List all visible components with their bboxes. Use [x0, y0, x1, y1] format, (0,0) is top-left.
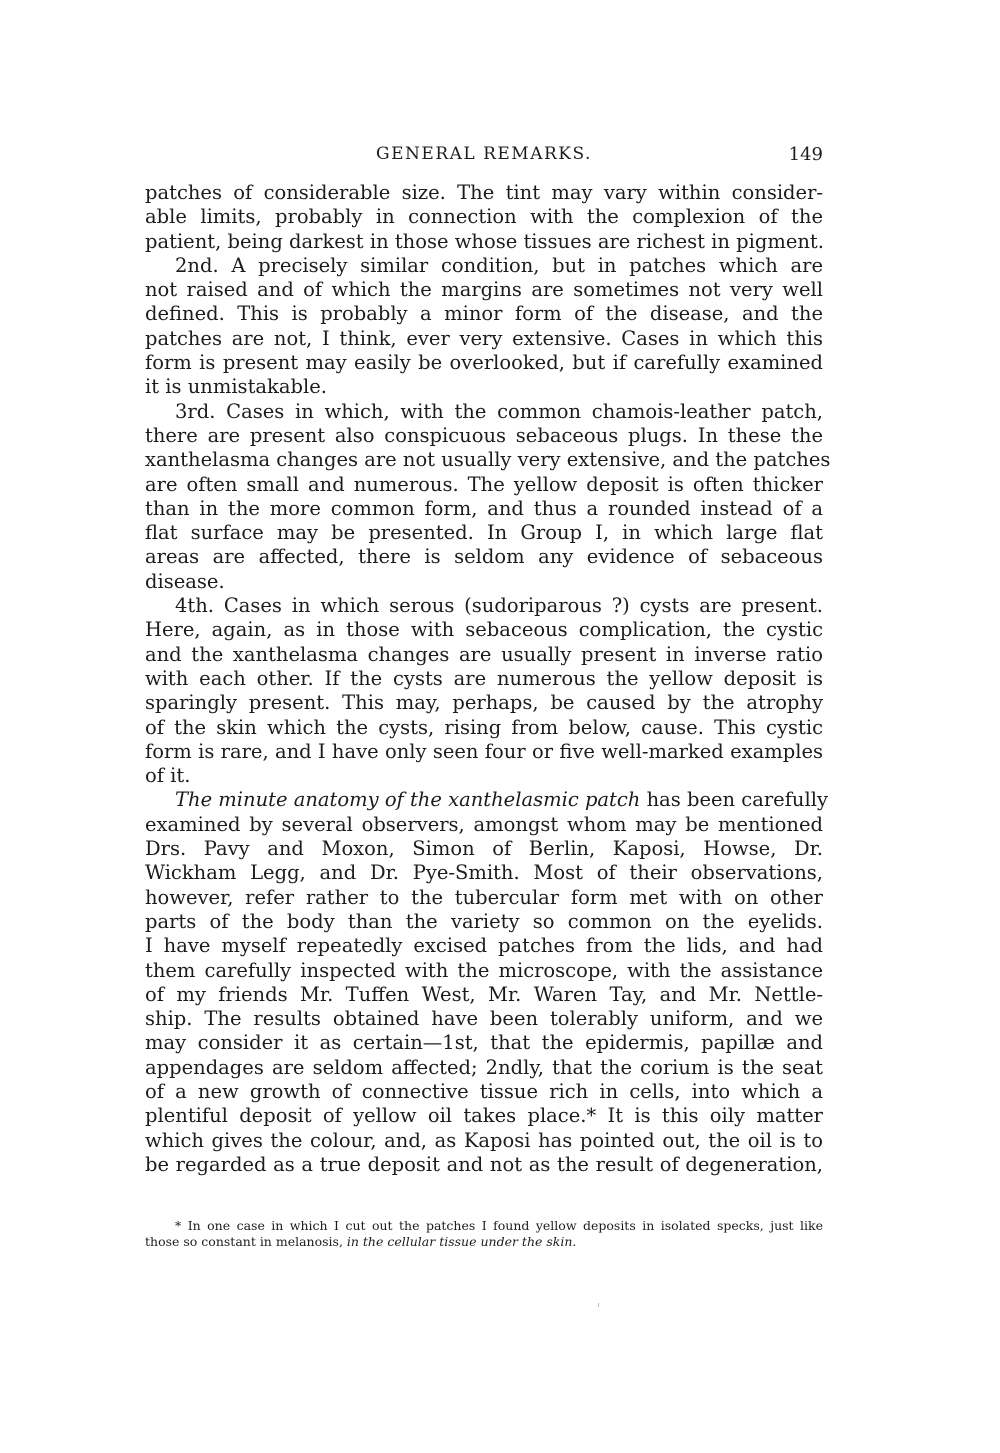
body-text [145, 181, 831, 1177]
text-line: form is rare, and I have only seen four or five well-marked examples [145, 739, 823, 763]
paragraph-end-line: of it. [145, 764, 191, 788]
text-line: which gives the colour, and, as Kaposi has pointed out, the oil is to [145, 1128, 823, 1152]
text-line: with each other. If the cysts are numerous the yellow deposit is [145, 666, 823, 690]
text-line: patches of considerable size. The tint may vary within consider- [145, 181, 823, 204]
footnote-line [145, 1234, 823, 1250]
paragraph-start-line: 4th. Cases in which serous (sudoriparous ?) cysts are present. [175, 594, 823, 618]
text-line: ship. The results obtained have been tolerably uniform, and we [145, 1007, 823, 1031]
text-line: Wickham Legg, and Dr. Pye-Smith. Most of their observations, [145, 861, 823, 885]
footnote [145, 1218, 823, 1250]
running-title: GENERAL REMARKS. [376, 144, 592, 164]
text-line: and the xanthelasma changes are usually present in inverse ratio [145, 642, 823, 666]
paragraph-start-line [145, 788, 828, 812]
text-span: has been carefully [640, 788, 828, 812]
text-line: appendages are seldom affected; 2ndly, that the corium is the seat [145, 1055, 823, 1079]
footnote-line: * In one case in which I cut out the patches I found yellow deposits in isolated specks, just like [175, 1218, 823, 1233]
text-line: be regarded as a true deposit and not as the result of degeneration, [145, 1152, 823, 1176]
text-line: examined by several observers, amongst whom may be mentioned [145, 812, 823, 836]
paragraph-end-line: disease. [145, 569, 225, 593]
paragraph-start-line: 3rd. Cases in which, with the common chamois-leather patch, [175, 399, 823, 423]
text-line: not raised and of which the margins are sometimes not very well [145, 278, 823, 302]
paragraph-start-line: 2nd. A precisely similar condition, but in patches which are [175, 253, 823, 277]
text-line: there are present also conspicuous sebaceous plugs. In these the [145, 423, 823, 447]
text-line: plentiful deposit of yellow oil takes place.* It is this oily matter [145, 1104, 823, 1128]
text-line: defined. This is probably a minor form of the disease, and the [145, 302, 823, 326]
text-line: may consider it as certain—1st, that the epidermis, papillæ and [145, 1031, 823, 1055]
text-line: parts of the body than the variety so common on the eyelids. [145, 909, 823, 933]
text-line: of the skin which the cysts, rising from below, cause. This cystic [145, 715, 823, 739]
text-line: xanthelasma changes are not usually very extensive, and the patches [145, 448, 831, 472]
running-head [145, 144, 823, 170]
footnote-italic: in the cellular tissue under the skin. [346, 1234, 577, 1249]
text-line: than in the more common form, and thus a rounded instead of a [145, 496, 823, 520]
text-line: patient, being darkest in those whose tissues are richest in pigment. [145, 229, 824, 253]
text-line: I have myself repeatedly excised patches from the lids, and had [145, 934, 823, 958]
text-line: them carefully inspected with the microscope, with the assistance [145, 958, 823, 982]
text-line: Drs. Pavy and Moxon, Simon of Berlin, Kaposi, Howse, Dr. [145, 837, 823, 861]
text-line: able limits, probably in connection with the complexion of the [145, 205, 823, 229]
text-line: Here, again, as in those with sebaceous complication, the cystic [145, 618, 823, 642]
text-line: however, refer rather to the tubercular form met with on other [145, 885, 823, 909]
italic-phrase: The minute anatomy of the xanthelasmic patch [175, 788, 641, 812]
text-line: flat surface may be presented. In Group I, in which large flat [145, 521, 823, 545]
text-line: patches are not, I think, ever very extensive. Cases in which this [145, 326, 823, 350]
text-line: form is present may easily be overlooked, but if carefully examined [145, 351, 823, 375]
page-number: 149 [788, 144, 823, 165]
text-line: sparingly present. This may, perhaps, be caused by the atrophy [145, 691, 823, 715]
footnote-text: those so constant in melanosis, [145, 1234, 347, 1249]
paragraph-end-line: it is unmistakable. [145, 375, 327, 399]
text-line: are often small and numerous. The yellow deposit is often thicker [145, 472, 823, 496]
paper-speck [598, 1303, 599, 1307]
text-line: of a new growth of connective tissue rich in cells, into which a [145, 1079, 823, 1103]
text-line: of my friends Mr. Tuffen West, Mr. Waren Tay, and Mr. Nettle- [145, 982, 823, 1006]
text-line: areas are affected, there is seldom any evidence of sebaceous [145, 545, 823, 569]
